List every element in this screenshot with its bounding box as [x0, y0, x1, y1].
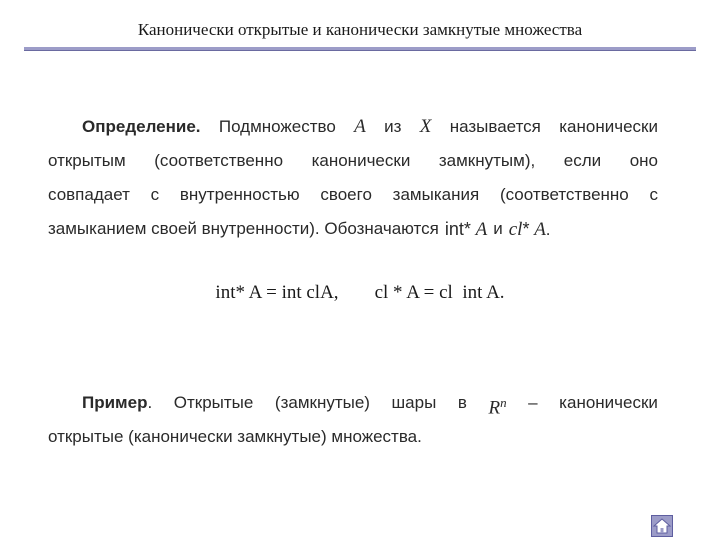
example-line-2: открытые (канонически замкнутые) множества. — [48, 427, 422, 446]
definition-line-1: Определение. Подмножество A из X называется канонически — [48, 110, 658, 144]
definition-line-2: открытым (соответственно канонически замкнутым), если оно — [48, 151, 658, 170]
formula-left: int* A = int clA, — [215, 282, 339, 303]
formula-right: cl * A = cl int A. — [374, 282, 505, 303]
example-line-1: Пример. Открытые (замкнутые) шары в $R^n$ – канонически — [82, 393, 658, 419]
example-paragraph — [48, 386, 658, 454]
formula — [0, 282, 720, 304]
home-button[interactable] — [651, 515, 673, 537]
example-heading: Пример — [82, 393, 148, 412]
set-a: A — [354, 116, 366, 137]
definition-paragraph — [48, 110, 658, 246]
title-underline — [24, 47, 696, 51]
set-x: X — [419, 116, 432, 137]
home-icon — [652, 516, 672, 536]
space-r: R — [488, 397, 501, 419]
definition-heading: Определение. — [82, 117, 201, 136]
definition-line-3: совпадает с внутренностью своего замыкания (соответственно с — [48, 185, 658, 204]
slide-title: Канонически открытые и канонически замкнутые множества — [137, 20, 583, 39]
definition-line-4: замыканием своей внутренности). Обозначаются int* A и cl* A. — [48, 219, 551, 240]
